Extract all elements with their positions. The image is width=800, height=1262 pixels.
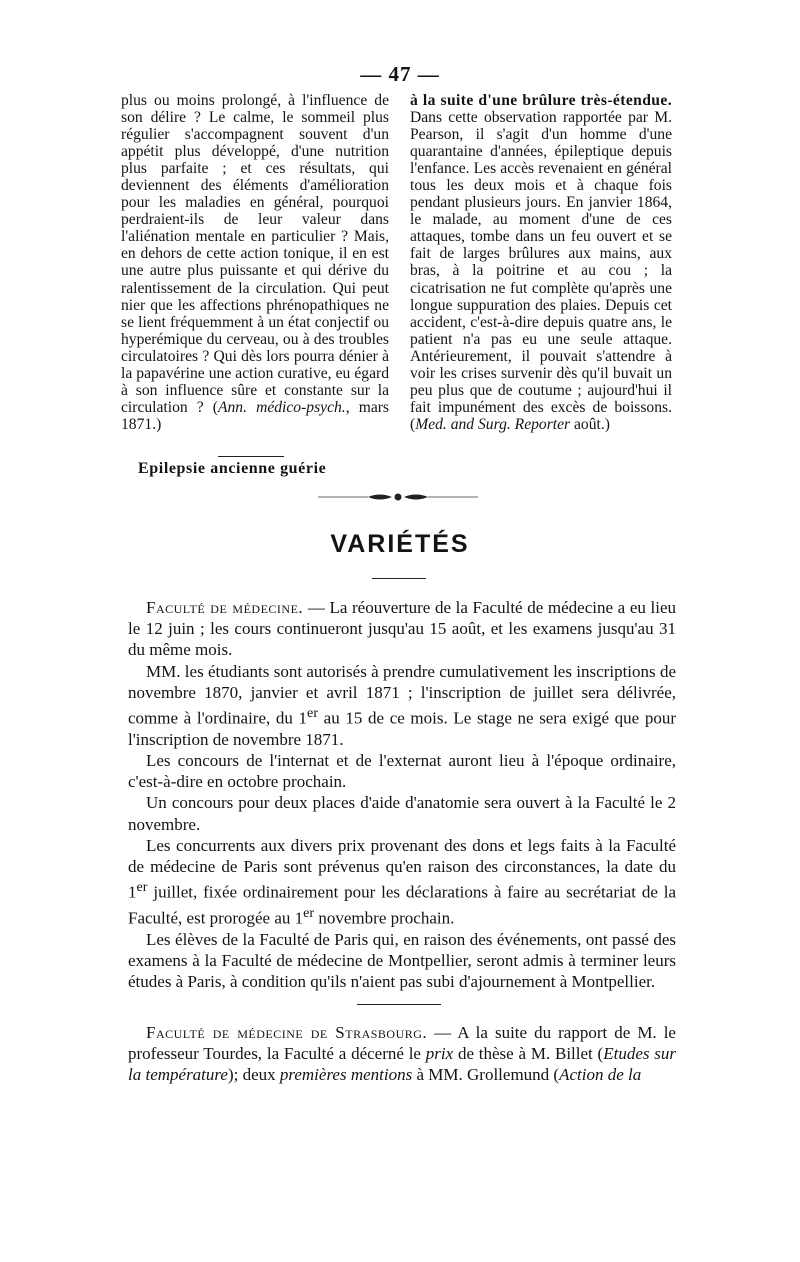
paragraph-text: — A la suite du rapport de M. le professeur Tourdes, la Faculté a décerné le xyxy=(128,1023,676,1064)
paragraph-text: au 15 de ce mois. Le stage ne sera exigé que pour l'inscription de novembre 1871. xyxy=(128,708,676,749)
italic-text: prix xyxy=(425,1044,454,1064)
paragraph-text: à MM. Grollemund ( xyxy=(412,1065,560,1085)
section-title: VARIÉTÉS xyxy=(330,530,470,558)
paragraph-inscriptions xyxy=(128,661,676,750)
paragraph-concours-anatomie: Un concours pour deux places d'aide d'anatomie sera ouvert à la Faculté le 2 novembre. xyxy=(128,793,676,834)
strasbourg-body xyxy=(128,1022,676,1086)
paragraph-faculty-reopening xyxy=(128,597,676,661)
paragraph-text: — La réouverture de la Faculté de médecine a eu lieu le 12 juin ; les cours continueront jusqu'au 15 août, et les examens jusqu'au 31 du même mois. xyxy=(128,598,676,660)
paragraph-text: ); deux xyxy=(227,1065,280,1085)
paragraph-strasbourg xyxy=(128,1022,676,1086)
paragraph-montpellier: Les élèves de la Faculté de Paris qui, en raison des événements, ont passé des examens à la Faculté de médecine de Montpellier, seront admis à terminer leurs études à Paris, à condition qu'ils n'aient pas subi d'ajournement à Montpellier. xyxy=(128,930,676,992)
paragraph-lead: Faculté de médecine. xyxy=(146,598,304,617)
right-column xyxy=(410,92,672,433)
paragraph-lead: Faculté de médecine de Strasbourg. xyxy=(146,1023,428,1042)
italic-text: premières mentions xyxy=(279,1065,413,1085)
left-column-rule xyxy=(218,456,284,457)
section-title-rule xyxy=(372,578,426,579)
left-column xyxy=(121,92,389,433)
superscript: er xyxy=(136,879,148,896)
right-column-source-date: août.) xyxy=(570,415,610,433)
paragraph-prix xyxy=(128,835,676,929)
right-column-paragraph xyxy=(410,92,672,433)
article-heading: Epilepsie ancienne guérie xyxy=(138,460,327,477)
left-column-paragraph xyxy=(121,92,389,433)
section-rule xyxy=(357,1004,441,1005)
paragraph-text: Les concurrents aux divers prix provenant des dons et legs faits à la Faculté de médecine de Paris sont prévenus qu'en raison des circonstances, la date du 1 xyxy=(128,835,676,902)
left-column-source: Ann. médico-psych. xyxy=(217,398,346,416)
paragraph-concours-internat: Les concours de l'internat et de l'externat auront lieu à l'époque ordinaire, c'est-à-dire en octobre prochain. xyxy=(128,751,676,792)
left-column-text: plus ou moins prolongé, à l'influence de son délire ? Le calme, le sommeil plus régulier s'accompagnent souvent d'un appétit plus développé, d'une nutrition plus parfaite ; et ces résultats, qui deviennent des éléments d'amélioration pour les maladies en général, pourquoi perdraient-ils de leur valeur dans l'aliénation mentale en particulier ? Mais, en dehors de cette action tonique, il en est une autre plus puissante et qui dérive du ralentissement de la circulation. Qui peut nier que les affections phrénopathiques ne se lient fréquemment à un état conjectif ou hyperémique du cerveau, ou à des troubles circulatoires ? Qui dès lors pourra dénier à la papavérine une action curative, eu égard à son influence sûre et constante sur la circulation ? ( xyxy=(121,92,389,416)
paragraph-text: juillet, fixée ordinairement pour les déclarations à faire au secrétariat de la Faculté, est prorogée au 1 xyxy=(128,882,676,928)
page-number: — 47 — xyxy=(360,62,440,86)
right-column-text: Dans cette observation rapportée par M. Pearson, il s'agit d'un homme d'une quarantaine d'années, épileptique depuis l'enfance. Les accès revenaient en général tous les deux mois et à chaque fois pendant plusieurs jours. En janvier 1864, le malade, au moment d'une de ces attaques, tombe dans un feu ouvert et se fait de larges brûlures aux mains, aux bras, à la poitrine et au cou ; la cicatrisation ne fut complète qu'après une longue suppuration des plaies. Depuis cet accident, c'est-à-dire depuis quatre ans, le patient n'a pas eu une seule attaque. Antérieurement, il pouvait s'attendre à voir les crises survenir dès qu'il buvait un peu plus que de coutume ; aujourd'hui il fait impunément des excès de boissons. ( xyxy=(410,109,672,433)
paragraph-text: novembre prochain. xyxy=(314,908,455,928)
right-column-source: Med. and Surg. Reporter xyxy=(415,415,571,433)
varietes-body xyxy=(128,597,676,993)
italic-text: Action de la xyxy=(559,1065,642,1085)
italic-text: Etudes sur la température xyxy=(128,1044,677,1085)
ornament-divider xyxy=(318,490,478,504)
article-heading-continued: à la suite d'une brûlure très-étendue. xyxy=(410,92,672,109)
superscript: er xyxy=(303,905,315,922)
left-column-source-date: , mars 1871.) xyxy=(121,398,389,433)
paragraph-text: de thèse à M. Billet ( xyxy=(453,1044,604,1064)
superscript: er xyxy=(307,705,319,722)
paragraph-text: MM. les étudiants sont autorisés à prendre cumulativement les inscriptions de novembre 1870, janvier et avril 1871 ; l'inscription de juillet sera délivrée, comme à l'ordinaire, du 1 xyxy=(128,661,676,728)
